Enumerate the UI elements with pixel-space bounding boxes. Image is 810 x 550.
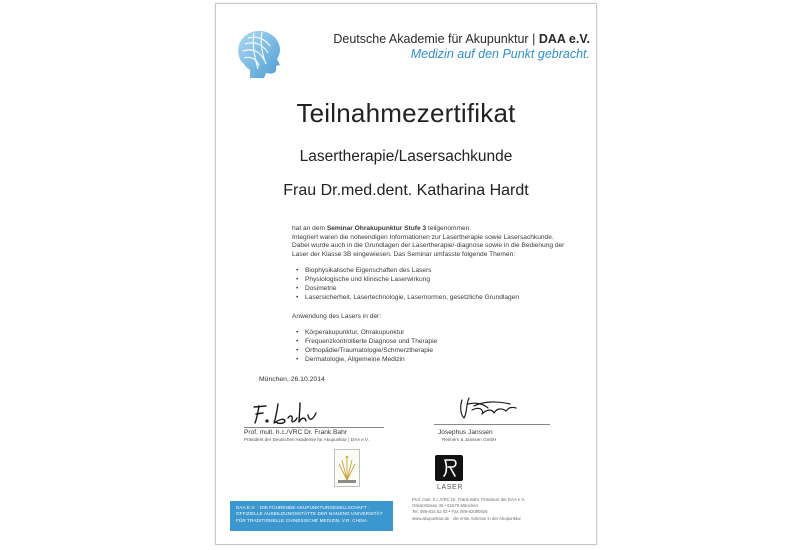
organization-short-name: DAA e.V. [538,32,590,46]
applications-list [292,329,572,364]
signer-left-name: Prof. mult. h.c./VRC Dr. Frank Bahr [244,429,347,436]
signer-right-role: Reimers & Janssen GmbH [442,437,497,442]
list-item: • Dermatologie, Allgemeine Medizin [305,356,572,365]
signature-frank-bahr [250,397,322,427]
certificate-title: Teilnahmezertifikat [296,98,516,128]
footer-contact-line: Prof. mult. h.c./VRC Dr. Frank Bahr, Präsident der DAA e.V. [412,497,526,502]
list-item: • Körperakupunktur, Ohrakupunktur [305,329,572,338]
laser-company-logo-icon [435,455,463,481]
organization-name: Deutsche Akademie für Akupunktur | DAA e.V. [333,32,590,46]
place-and-date: München, 26.10.2014 [259,376,325,383]
list-item: • Physiologische und klinische Laserwirkung [305,276,572,285]
list-item: • Lasersicherheit, Lasertechnologie, Lasernormen, gesetzliche Grundlagen [305,294,572,303]
intro-line: hat an dem Seminar Ohrakupunktur Stufe 3 teilgenommen. [292,225,472,232]
list-item: • Biophysikalische Eigenschaften des Lasers [305,267,572,276]
footer-contact [412,497,584,522]
college-seal-logo-icon [334,449,360,487]
footer-contact-line: www.akupunktur.de · die erste Adresse in der Akupunktur [412,515,521,521]
seminar-name: Seminar Ohrakupunktur Stufe 3 [326,225,427,232]
list-item: • Frequenzkontrollierte Diagnose und Therapie [305,338,572,347]
certificate-body [292,225,572,364]
list-item: • Orthopädie/Traumatologie/Schmerztherapie [305,347,572,356]
topics-list [292,267,572,302]
signature-line-right [434,424,550,425]
organization-slogan: Medizin auf den Punkt gebracht. [410,47,590,61]
footer-contact-line: Oskarstrasse 40 • 81679 München [412,503,478,509]
signature-josephus-janssen [454,392,518,422]
signer-left-role: Präsident der Deutschen Akademie für Akupunktur | DAA e.V. [244,437,369,442]
signature-line-left [244,427,384,428]
head-profile-logo-icon [230,24,286,80]
intro-text: Integriert waren die notwendigen Informationen zur Lasertherapie sowie Lasersachkunde. Dabei wurde auch in die Grundlagen der Lasertherapie/-diagnose sowie in die Bedienung der Laser der Klasse 3B eingewiesen. Das Seminar umfasste folgende Themen: [292,233,565,258]
footer-contact-line: Tel. 089-814 52 52 • Fax 089-82090926 [412,509,488,515]
recipient-name: Frau Dr.med.dent. Katharina Hardt [283,182,529,199]
footer-blue-band: DAA E.V. · DIE FÜHRENDE AKUPUNKTURGESELLSCHAFT · OFFIZIELLE AUSBILDUNGSSTÄTTE DER NANJING UNIVERSITÄT FÜR TRADITIONELLE CHINESISCHE MEDIZIN, V.R. CHINA [230,501,393,531]
laser-logo-label: LASER [437,484,463,491]
signer-right-name: Josephus Janssen [438,429,493,436]
application-heading: Anwendung des Lasers in der: [292,312,382,320]
certificate-subtitle: Lasertherapie/Lasersachkunde [299,148,513,165]
list-item: • Dosimetrie [305,285,572,294]
certificate-page [215,3,597,545]
